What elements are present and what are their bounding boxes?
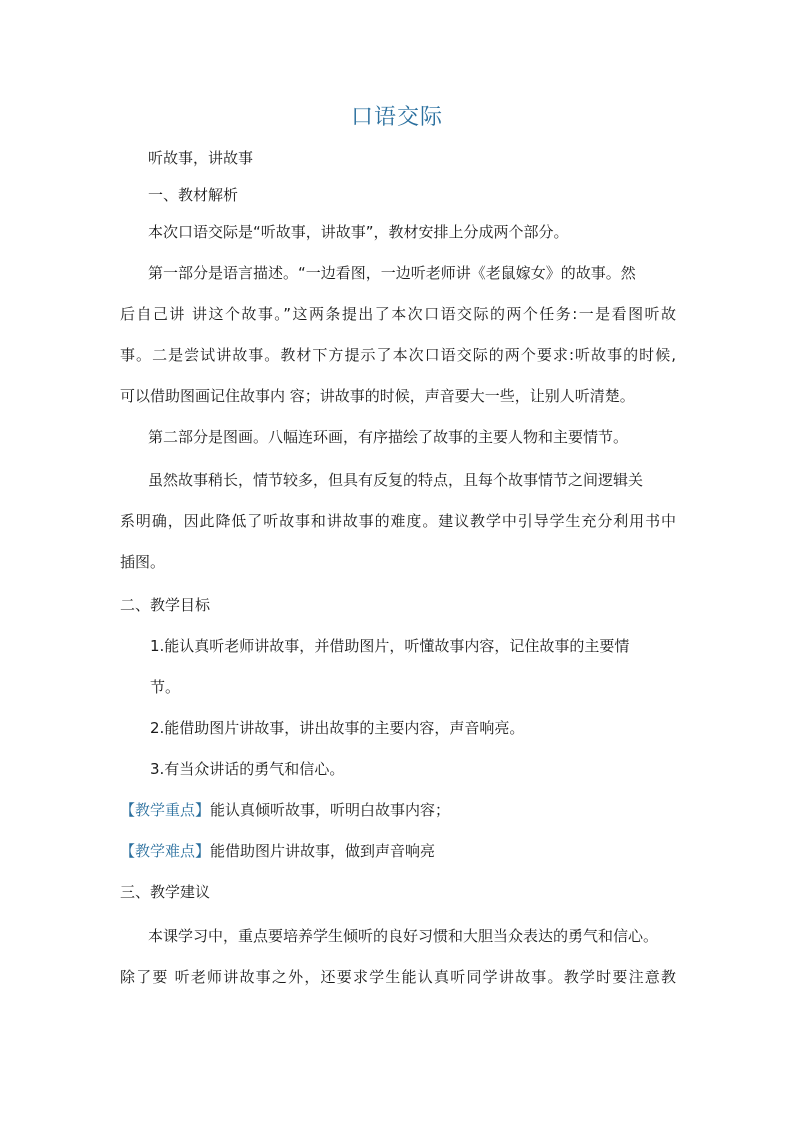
section-heading: 二、教学目标 [120,596,211,614]
list-item-continuation: 节。 [150,678,181,696]
difficult-point [120,841,435,861]
key-point [120,800,450,820]
paragraph-line: 第二部分是图画。八幅连环画，有序描绘了故事的主要人物和主要情节。 [148,428,629,446]
difficult-point-label: 【教学难点】 [120,842,211,860]
section-heading: 一、教材解析 [148,186,239,204]
paragraph-line: 可以借助图画记住故事内 容；讲故事的时候，声音要大一些，让别人听清楚。 [120,387,635,405]
paragraph-line: 本课学习中，重点要培养学生倾听的良好习惯和大胆当众表达的勇气和信心。 [148,927,659,945]
page-title: 口语交际 [350,105,443,130]
paragraph-line: 系明确，因此降低了听故事和讲故事的难度。建议教学中引导学生充分利用书中 [120,512,676,530]
key-point-label: 【教学重点】 [120,801,211,819]
difficult-point-text: 能借助图片讲故事，做到声音响亮 [210,842,436,860]
list-item: 2.能借助图片讲故事，讲出故事的主要内容，声音响亮。 [150,719,525,737]
paragraph-line: 事。二是尝试讲故事。教材下方提示了本次口语交际的两个要求:听故事的时候, [120,346,676,364]
paragraph-line: 插图。 [120,553,166,571]
paragraph-line: 第一部分是语言描述。“一边看图，一边听老师讲《老鼠嫁女》的故事。然 [148,264,636,282]
list-item: 1.能认真听老师讲故事，并借助图片，听懂故事内容，记住故事的主要情 [150,637,630,655]
paragraph-line: 除了要 听老师讲故事之外，还要求学生能认真听同学讲故事。教学时要注意教 [120,968,676,986]
section-heading: 三、教学建议 [120,883,211,901]
paragraph-line: 虽然故事稍长，情节较多，但具有反复的特点，且每个故事情节之间逻辑关 [148,471,644,489]
subtitle: 听故事，讲故事 [148,149,254,167]
paragraph-line: 后自己讲 讲这个故事。”这两条提出了本次口语交际的两个任务:一是看图听故 [120,305,676,323]
list-item: 3.有当众讲话的勇气和信心。 [150,760,345,778]
paragraph-line: 本次口语交际是“听故事，讲故事”，教材安排上分成两个部分。 [148,223,569,241]
key-point-text: 能认真倾听故事，听明白故事内容； [210,801,451,819]
